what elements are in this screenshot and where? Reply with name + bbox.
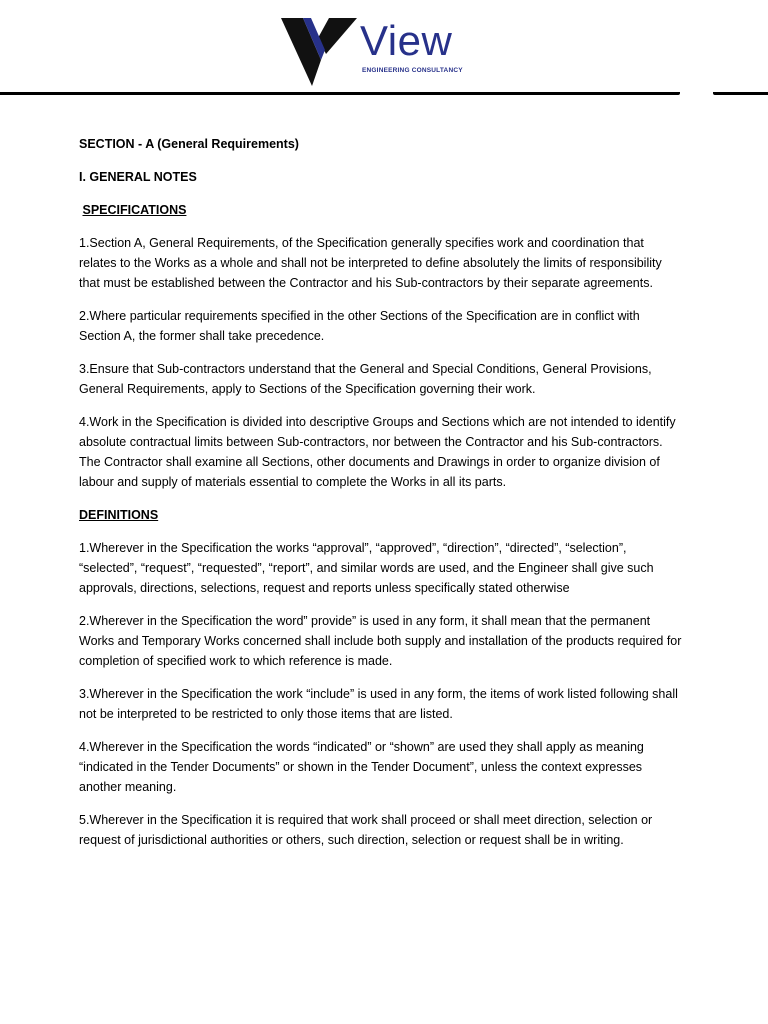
page-header [0, 0, 768, 100]
specification-paragraph: 2.Where particular requirements specified in the other Sections of the Specification are in conflict with Section A, the former shall take precedence. [79, 309, 640, 343]
header-divider-tail [713, 92, 768, 95]
logo-wordmark: View [360, 17, 453, 64]
definition-paragraph: 1.Wherever in the Specification the works “approval”, “approved”, “direction”, “directed”, “selection”, “selected”, “request”, “requested”, “report”, and similar words are used, and the Engineer shall give such approvals, directions, selections, request and reports unless specifically stated otherwise [79, 541, 654, 595]
logo-tagline: ENGINEERING CONSULTANCY [362, 67, 463, 74]
company-logo [281, 14, 471, 88]
section-title: SECTION - A (General Requirements) [79, 137, 299, 151]
specification-paragraph: 1.Section A, General Requirements, of the Specification generally specifies work and coordination that relates to the Works as a whole and shall not be interpreted to define absolutely the limits of responsibility that must be established between the Contractor and his Sub-contractors by their separate agreements. [79, 236, 662, 290]
document-body [79, 134, 683, 863]
definition-paragraph: 4.Wherever in the Specification the words “indicated” or “shown” are used they shall apply as meaning “indicated in the Tender Documents” or shown in the Tender Document”, unless the context expresses another meaning. [79, 740, 644, 794]
definition-paragraph: 2.Wherever in the Specification the word” provide” is used in any form, it shall mean that the permanent Works and Temporary Works concerned shall include both supply and installation of the products required for completion of specified work to which reference is made. [79, 614, 682, 668]
definition-paragraph: 5.Wherever in the Specification it is required that work shall proceed or shall meet direction, selection or request of jurisdictional authorities or others, such direction, selection or request shall be in writing. [79, 813, 653, 847]
specification-paragraph: 3.Ensure that Sub-contractors understand that the General and Special Conditions, General Provisions, General Requirements, apply to Sections of the Specification governing their work. [79, 362, 652, 396]
definitions-heading: DEFINITIONS [79, 508, 159, 522]
specifications-heading [79, 200, 683, 220]
header-divider [0, 92, 680, 95]
specifications-heading-text: SPECIFICATIONS [82, 203, 187, 217]
specification-paragraph: 4.Work in the Specification is divided into descriptive Groups and Sections which are not intended to identify absolute contractual limits between Sub-contractors, nor between the Contractor and his Sub-contractors. The Contractor shall examine all Sections, other documents and Drawings in order to organize division of labour and supply of materials essential to complete the Works in all its parts. [79, 415, 676, 489]
view-logo-mark-icon [281, 14, 361, 88]
definition-paragraph: 3.Wherever in the Specification the work “include” is used in any form, the items of work listed following shall not be interpreted to be restricted to only those items that are listed. [79, 687, 678, 721]
general-notes-heading: I. GENERAL NOTES [79, 170, 197, 184]
